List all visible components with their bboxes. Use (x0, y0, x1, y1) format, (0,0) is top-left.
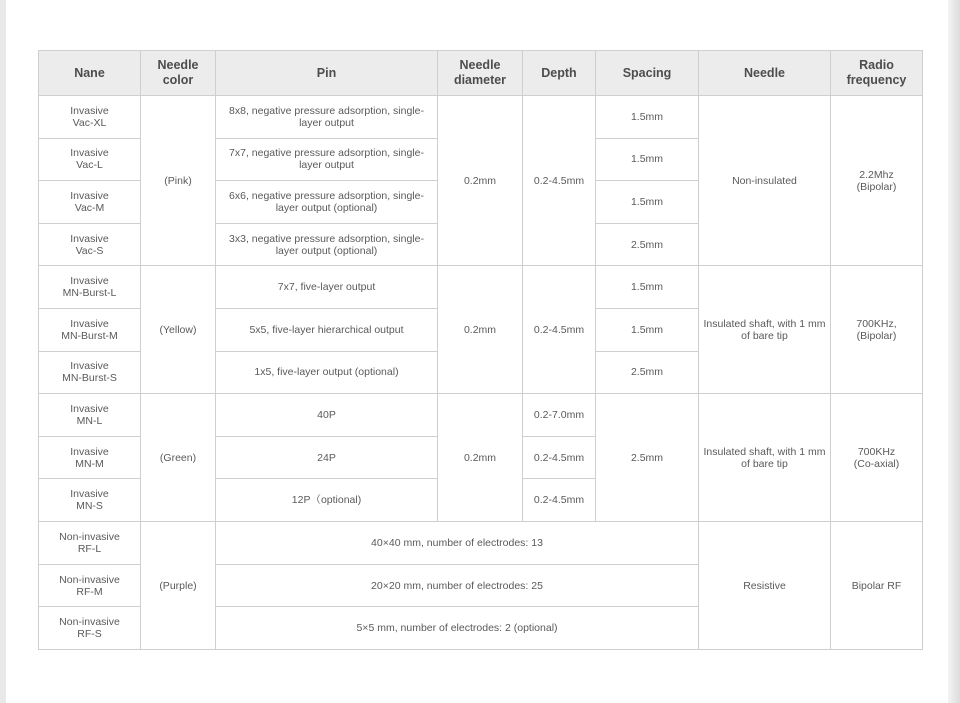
needle-type-cell: Insulated shaft, with 1 mm of bare tip (699, 394, 831, 522)
spacing-cell: 2.5mm (596, 394, 699, 522)
pin-cell: 6x6, negative pressure adsorption, single-layer output (optional) (216, 181, 438, 224)
header-radio-frequency: Radio frequency (831, 51, 923, 96)
needle-type-cell: Resistive (699, 522, 831, 650)
pin-cell: 8x8, negative pressure adsorption, single-layer output (216, 96, 438, 139)
radio-frequency-cell: 700KHz, (Bipolar) (831, 266, 923, 394)
spacing-cell: 2.5mm (596, 351, 699, 394)
depth-cell: 0.2-4.5mm (523, 436, 596, 479)
radio-frequency-cell: 700KHz (Co-axial) (831, 394, 923, 522)
model-name-cell: Invasive MN-L (39, 394, 141, 437)
header-spacing: Spacing (596, 51, 699, 96)
table-row (39, 522, 923, 565)
spacing-cell: 1.5mm (596, 138, 699, 181)
needle-type-cell: Insulated shaft, with 1 mm of bare tip (699, 266, 831, 394)
table-row (39, 96, 923, 139)
radio-frequency-cell: 2.2Mhz (Bipolar) (831, 96, 923, 266)
pin-cell: 5x5, five-layer hierarchical output (216, 309, 438, 352)
electrode-spec-cell: 20×20 mm, number of electrodes: 25 (216, 564, 699, 607)
header-pin: Pin (216, 51, 438, 96)
model-name-cell: Invasive Vac-M (39, 181, 141, 224)
pin-cell: 7x7, five-layer output (216, 266, 438, 309)
needle-diameter-cell: 0.2mm (438, 266, 523, 394)
model-name-cell: Invasive Vac-S (39, 223, 141, 266)
pin-cell: 12P（optional) (216, 479, 438, 522)
model-name-cell: Non-invasive RF-S (39, 607, 141, 650)
model-name-cell: Invasive MN-Burst-L (39, 266, 141, 309)
header-depth: Depth (523, 51, 596, 96)
pin-cell: 24P (216, 436, 438, 479)
needle-diameter-cell: 0.2mm (438, 394, 523, 522)
needle-color-cell: (Green) (141, 394, 216, 522)
spacing-cell: 1.5mm (596, 309, 699, 352)
header-name: Nane (39, 51, 141, 96)
table-row (39, 394, 923, 437)
spacing-cell: 1.5mm (596, 181, 699, 224)
depth-cell: 0.2-4.5mm (523, 479, 596, 522)
photo-edge-right (948, 0, 960, 703)
table-row (39, 266, 923, 309)
header-row (39, 51, 923, 96)
needle-color-cell: (Purple) (141, 522, 216, 650)
model-name-cell: Invasive Vac-XL (39, 96, 141, 139)
depth-cell: 0.2-4.5mm (523, 96, 596, 266)
header-needle: Needle (699, 51, 831, 96)
needle-diameter-cell: 0.2mm (438, 96, 523, 266)
model-name-cell: Invasive MN-Burst-M (39, 309, 141, 352)
depth-cell: 0.2-4.5mm (523, 266, 596, 394)
header-needle-color: Needle color (141, 51, 216, 96)
spacing-cell: 1.5mm (596, 96, 699, 139)
pin-cell: 7x7, negative pressure adsorption, single-layer output (216, 138, 438, 181)
needle-color-cell: (Yellow) (141, 266, 216, 394)
model-name-cell: Invasive MN-M (39, 436, 141, 479)
spacing-cell: 1.5mm (596, 266, 699, 309)
pin-cell: 3x3, negative pressure adsorption, single-layer output (optional) (216, 223, 438, 266)
pin-cell: 40P (216, 394, 438, 437)
pin-cell: 1x5, five-layer output (optional) (216, 351, 438, 394)
model-name-cell: Invasive Vac-L (39, 138, 141, 181)
radio-frequency-cell: Bipolar RF (831, 522, 923, 650)
product-spec-table (38, 50, 923, 650)
electrode-spec-cell: 40×40 mm, number of electrodes: 13 (216, 522, 699, 565)
needle-type-cell: Non-insulated (699, 96, 831, 266)
depth-cell: 0.2-7.0mm (523, 394, 596, 437)
model-name-cell: Non-invasive RF-L (39, 522, 141, 565)
spacing-cell: 2.5mm (596, 223, 699, 266)
header-needle-diameter: Needle diameter (438, 51, 523, 96)
model-name-cell: Invasive MN-Burst-S (39, 351, 141, 394)
needle-color-cell: (Pink) (141, 96, 216, 266)
electrode-spec-cell: 5×5 mm, number of electrodes: 2 (optional) (216, 607, 699, 650)
model-name-cell: Non-invasive RF-M (39, 564, 141, 607)
model-name-cell: Invasive MN-S (39, 479, 141, 522)
